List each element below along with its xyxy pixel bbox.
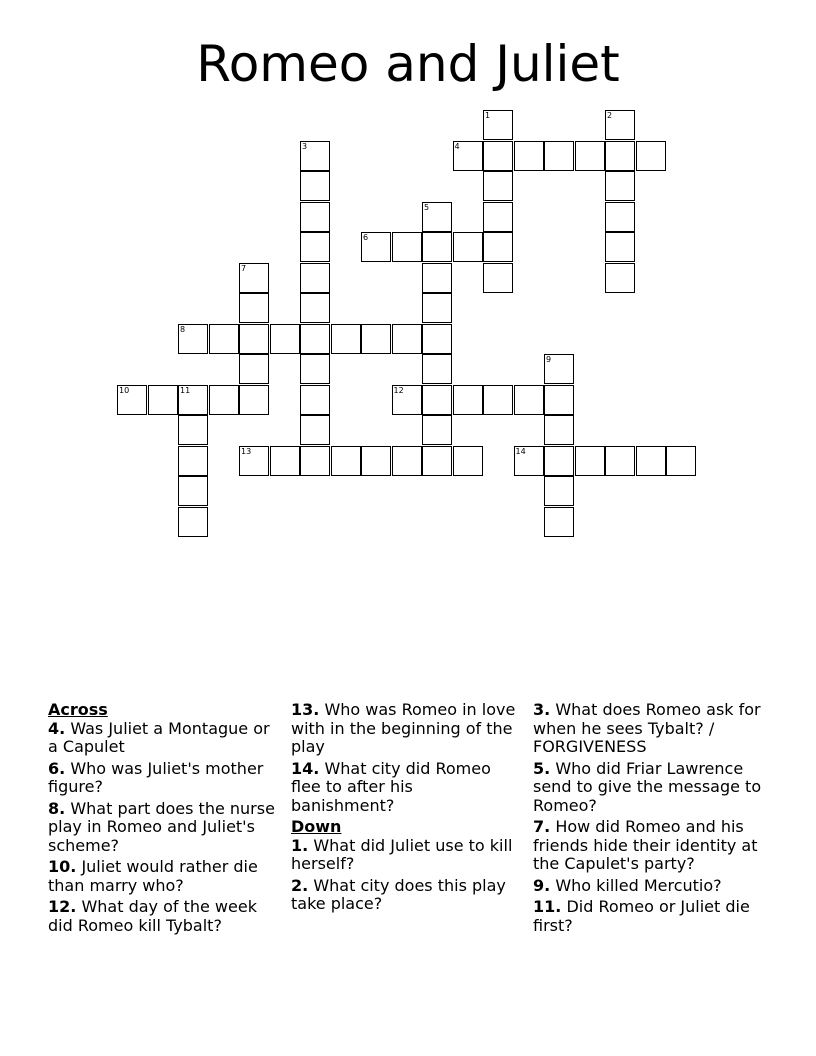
crossword-cell[interactable]	[239, 385, 269, 415]
crossword-cell[interactable]	[300, 324, 330, 354]
crossword-cell[interactable]	[514, 446, 544, 476]
crossword-cell[interactable]	[483, 202, 513, 232]
crossword-cell[interactable]	[300, 263, 330, 293]
crossword-cell[interactable]	[514, 385, 544, 415]
clue-text: What part does the nurse play in Romeo and Juliet's scheme?	[48, 798, 275, 855]
crossword-cell[interactable]	[575, 446, 605, 476]
crossword-cell[interactable]	[514, 141, 544, 171]
crossword-cell[interactable]	[178, 507, 208, 537]
crossword-cell[interactable]	[178, 476, 208, 506]
crossword-cell[interactable]	[300, 385, 330, 415]
cell-number: 14	[515, 446, 526, 456]
clue-item	[48, 858, 276, 895]
clue-text: What day of the week did Romeo kill Tybalt?	[48, 897, 257, 935]
crossword-cell[interactable]	[483, 263, 513, 293]
page-title: Romeo and Juliet	[196, 35, 620, 93]
crossword-cell[interactable]	[422, 293, 452, 323]
crossword-cell[interactable]	[331, 324, 361, 354]
clue-item	[533, 877, 765, 896]
crossword-cell[interactable]	[392, 232, 422, 262]
cell-number: 1	[485, 111, 491, 120]
clue-number: 14.	[291, 758, 320, 778]
crossword-cell[interactable]	[453, 385, 483, 415]
crossword-cell[interactable]	[300, 354, 330, 384]
clue-number: 5.	[533, 758, 551, 778]
clue-number: 1.	[291, 835, 309, 855]
crossword-cell[interactable]	[605, 232, 635, 262]
crossword-cell[interactable]	[270, 446, 300, 476]
clue-item	[48, 720, 276, 757]
clue-number: 4.	[48, 718, 66, 738]
crossword-cell[interactable]	[422, 324, 452, 354]
clue-text: Juliet would rather die than marry who?	[48, 857, 258, 895]
cell-number: 9	[546, 355, 552, 364]
clue-text: Who was Juliet's mother figure?	[48, 758, 264, 796]
clues-column-2	[291, 701, 519, 917]
crossword-cell[interactable]	[544, 476, 574, 506]
clue-number: 6.	[48, 758, 66, 778]
crossword-cell[interactable]	[483, 232, 513, 262]
clue-item	[533, 818, 765, 874]
crossword-cell[interactable]	[178, 324, 208, 354]
clue-item	[533, 701, 765, 757]
crossword-cell[interactable]	[422, 232, 452, 262]
clues-column-3	[533, 701, 765, 938]
across-heading: Across	[48, 700, 108, 719]
crossword-cell[interactable]	[422, 263, 452, 293]
clue-number: 7.	[533, 817, 551, 836]
crossword-cell[interactable]	[483, 171, 513, 201]
crossword-cell[interactable]	[605, 110, 635, 140]
clues-column-1	[48, 701, 276, 938]
clue-number: 10.	[48, 857, 77, 876]
crossword-cell[interactable]	[544, 507, 574, 537]
crossword-cell[interactable]	[300, 232, 330, 262]
clue-text: Was Juliet a Montague or a Capulet	[48, 718, 270, 756]
crossword-cell[interactable]	[300, 202, 330, 232]
crossword-cell[interactable]	[483, 110, 513, 140]
clue-number: 12.	[48, 897, 77, 916]
clue-text: Who was Romeo in love with in the beginning of the play	[291, 700, 516, 756]
crossword-cell[interactable]	[392, 446, 422, 476]
crossword-cell[interactable]	[148, 385, 178, 415]
crossword-cell[interactable]	[544, 385, 574, 415]
clue-item	[291, 760, 519, 816]
cell-number: 12	[393, 385, 404, 395]
crossword-cell[interactable]	[544, 141, 574, 171]
crossword-cell[interactable]	[453, 232, 483, 262]
clue-number: 3.	[533, 700, 551, 719]
crossword-cell[interactable]	[666, 446, 696, 476]
cell-number: 5	[424, 202, 430, 212]
crossword-cell[interactable]	[483, 385, 513, 415]
crossword-cell[interactable]	[361, 324, 391, 354]
crossword-cell[interactable]	[178, 385, 208, 415]
crossword-cell[interactable]	[361, 446, 391, 476]
clue-number: 13.	[291, 700, 320, 719]
crossword-cell[interactable]	[392, 385, 422, 415]
crossword-cell[interactable]	[239, 446, 269, 476]
clue-item	[533, 898, 765, 935]
cell-number: 7	[241, 263, 247, 273]
crossword-cell[interactable]	[331, 446, 361, 476]
clue-text: What city does this play take place?	[291, 875, 506, 913]
crossword-cell[interactable]	[209, 385, 239, 415]
crossword-cell[interactable]	[178, 415, 208, 445]
crossword-cell[interactable]	[178, 446, 208, 476]
clue-number: 9.	[533, 875, 551, 895]
clue-text: What does Romeo ask for when he sees Tybalt? / FORGIVENESS	[533, 700, 761, 756]
clue-item	[291, 837, 519, 874]
clue-text: Who killed Mercutio?	[555, 875, 722, 895]
cell-number: 4	[454, 141, 460, 151]
crossword-cell[interactable]	[300, 446, 330, 476]
crossword-cell[interactable]	[605, 141, 635, 171]
crossword-cell[interactable]	[605, 202, 635, 232]
cell-number: 2	[607, 111, 613, 120]
crossword-cell[interactable]	[636, 446, 666, 476]
crossword-cell[interactable]	[361, 232, 391, 262]
clue-text: How did Romeo and his friends hide their identity at the Capulet's party?	[533, 817, 758, 873]
crossword-cell[interactable]	[605, 446, 635, 476]
clue-text: What did Juliet use to kill herself?	[291, 835, 513, 873]
clue-number: 2.	[291, 875, 309, 895]
crossword-cell[interactable]	[300, 141, 330, 171]
crossword-cell[interactable]	[300, 171, 330, 201]
crossword-cell[interactable]	[636, 141, 666, 171]
crossword-cell[interactable]	[605, 171, 635, 201]
crossword-cell[interactable]	[239, 354, 269, 384]
crossword-cell[interactable]	[300, 293, 330, 323]
crossword-cell[interactable]	[453, 141, 483, 171]
crossword-cell[interactable]	[392, 324, 422, 354]
cell-number: 8	[180, 324, 186, 334]
clue-item	[48, 760, 276, 797]
cell-number: 3	[302, 141, 308, 151]
crossword-cell[interactable]	[544, 446, 574, 476]
crossword-cell[interactable]	[422, 354, 452, 384]
clue-item	[291, 701, 519, 757]
down-heading: Down	[291, 817, 342, 836]
crossword-cell[interactable]	[453, 446, 483, 476]
crossword-cell[interactable]	[422, 415, 452, 445]
crossword-cell[interactable]	[239, 263, 269, 293]
clue-number: 11.	[533, 897, 562, 916]
crossword-cell[interactable]	[422, 446, 452, 476]
cell-number: 11	[180, 385, 191, 395]
crossword-cell[interactable]	[544, 354, 574, 384]
clue-item	[291, 877, 519, 914]
clue-text: What city did Romeo flee to after his banishment?	[291, 758, 491, 815]
crossword-cell[interactable]	[575, 141, 605, 171]
crossword-cell[interactable]	[422, 202, 452, 232]
crossword-cell[interactable]	[544, 415, 574, 445]
crossword-cell[interactable]	[270, 324, 300, 354]
crossword-cell[interactable]	[422, 385, 452, 415]
crossword-cell[interactable]	[117, 385, 147, 415]
crossword-cell[interactable]	[300, 415, 330, 445]
crossword-cell[interactable]	[209, 324, 239, 354]
crossword-cell[interactable]	[483, 141, 513, 171]
cell-number: 13	[241, 446, 252, 456]
clue-text: Who did Friar Lawrence send to give the message to Romeo?	[533, 758, 762, 815]
cell-number: 6	[363, 233, 369, 242]
crossword-cell[interactable]	[605, 263, 635, 293]
clue-item	[533, 760, 765, 816]
crossword-cell[interactable]	[239, 324, 269, 354]
cell-number: 10	[119, 385, 130, 395]
clue-text: Did Romeo or Juliet die first?	[533, 897, 750, 935]
clue-item	[48, 800, 276, 856]
clue-number: 8.	[48, 798, 66, 818]
crossword-cell[interactable]	[239, 293, 269, 323]
clue-item	[48, 898, 276, 935]
